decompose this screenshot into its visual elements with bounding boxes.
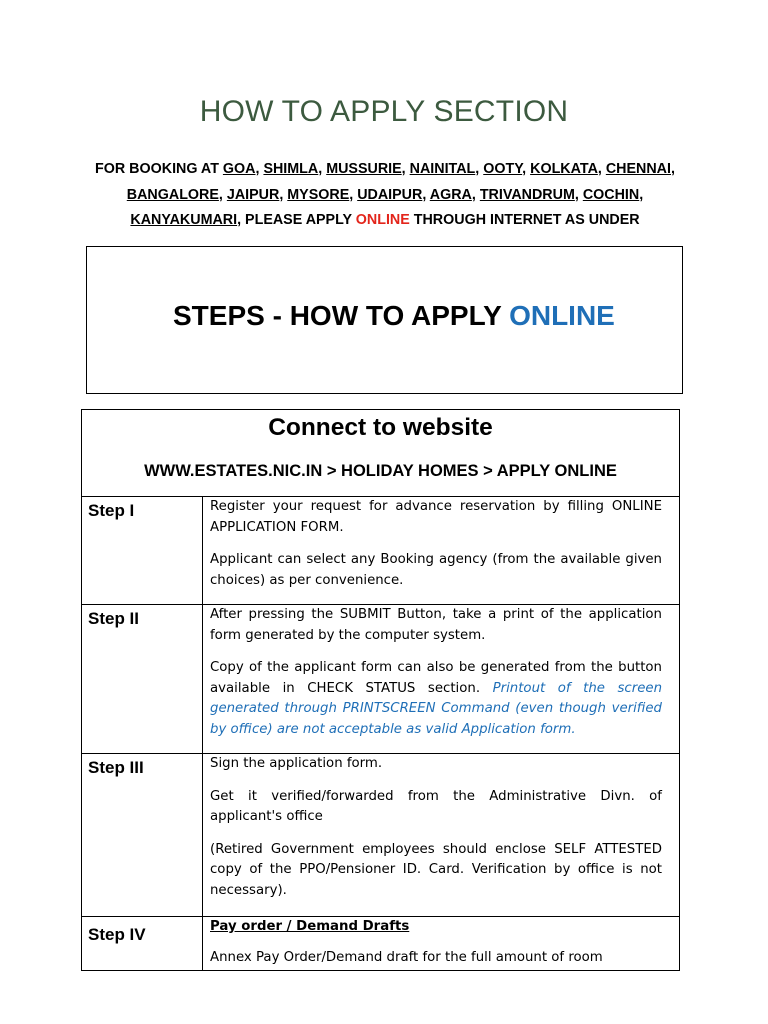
intro-online: ONLINE bbox=[355, 212, 410, 228]
step-text: Annex Pay Order/Demand draft for the full amount of room bbox=[210, 949, 603, 965]
step-row bbox=[82, 605, 680, 754]
place-name: COCHIN bbox=[582, 186, 640, 203]
connect-title: Connect to website bbox=[268, 414, 493, 441]
step-label: Step III bbox=[82, 754, 203, 917]
connect-url-path: WWW.ESTATES.NIC.IN > HOLIDAY HOMES > APPLY ONLINE bbox=[144, 462, 617, 480]
place-name: MUSSURIE bbox=[326, 161, 402, 177]
place-name: KOLKATA bbox=[530, 161, 598, 177]
step-content bbox=[203, 605, 680, 754]
place-name: GOA bbox=[222, 161, 256, 177]
place-name: BANGALORE bbox=[126, 186, 219, 203]
place-name: NAINITAL bbox=[409, 161, 476, 177]
place-separator: , bbox=[401, 161, 410, 177]
step-text: Applicant can select any Booking agency (from the available given choices) as per convenience. bbox=[210, 552, 662, 588]
connect-row bbox=[82, 410, 680, 497]
step-content bbox=[203, 754, 680, 917]
place-name: JAIPUR bbox=[226, 186, 280, 203]
printscreen-note: Printout of the screen generated through PRINTSCREEN Command (even though verified by office) are not acceptable as valid Application form. bbox=[210, 680, 662, 737]
steps-heading-highlight: ONLINE bbox=[509, 300, 615, 331]
steps-heading-prefix: STEPS - HOW TO APPLY bbox=[173, 300, 510, 331]
place-name: AGRA bbox=[429, 186, 472, 203]
step-content bbox=[203, 497, 680, 605]
place-separator: , bbox=[471, 186, 480, 203]
step-label: Step II bbox=[82, 605, 203, 754]
step-label: Step I bbox=[82, 497, 203, 605]
place-separator: , bbox=[574, 186, 583, 203]
steps-table bbox=[81, 409, 680, 971]
step-label: Step IV bbox=[82, 917, 203, 971]
step-row bbox=[82, 754, 680, 917]
step-text: Sign the application form. bbox=[210, 756, 383, 771]
place-separator: , bbox=[475, 161, 484, 177]
place-name: OOTY bbox=[483, 161, 523, 177]
place-name: MYSORE bbox=[287, 186, 350, 203]
step-text: After pressing the SUBMIT Button, take a print of the application form generated by the computer system. bbox=[210, 607, 662, 643]
intro-suffix: THROUGH INTERNET AS UNDER bbox=[409, 212, 640, 228]
step-text: Register your request for advance reservation by filling ONLINE APPLICATION FORM. bbox=[210, 499, 662, 535]
place-separator: , bbox=[670, 161, 675, 177]
place-separator: , bbox=[422, 186, 430, 203]
place-separator: , bbox=[349, 186, 358, 203]
place-separator: , bbox=[639, 186, 644, 203]
place-separator: , bbox=[279, 186, 288, 203]
steps-heading-box bbox=[86, 246, 683, 394]
step-text-part: Copy of the applicant form can also be generated from the button available in CHECK STATUS section. bbox=[210, 660, 662, 696]
step-text bbox=[210, 658, 662, 740]
place-name: SHIMLA bbox=[263, 161, 319, 177]
step-row bbox=[82, 497, 680, 605]
place-name: UDAIPUR bbox=[357, 186, 423, 203]
place-name: CHENNAI bbox=[605, 161, 671, 177]
connect-cell bbox=[82, 410, 680, 497]
place-separator: , bbox=[255, 161, 264, 177]
step-content bbox=[203, 917, 680, 971]
place-separator: , bbox=[522, 161, 531, 177]
step-text: Get it verified/forwarded from the Administrative Divn. of applicant's office bbox=[210, 788, 662, 824]
step-text: (Retired Government employees should enclose SELF ATTESTED copy of the PPO/Pensioner ID. Card. Verification by office is not necessary). bbox=[210, 841, 662, 898]
pay-order-heading: Pay order / Demand Drafts bbox=[210, 919, 410, 934]
intro-middle: , PLEASE APPLY bbox=[237, 212, 356, 228]
intro-prefix: FOR BOOKING AT bbox=[95, 161, 223, 177]
step-row bbox=[82, 917, 680, 971]
place-name: TRIVANDRUM bbox=[479, 186, 575, 203]
steps-heading bbox=[173, 300, 615, 332]
place-separator: , bbox=[218, 186, 227, 203]
place-separator: , bbox=[597, 161, 606, 177]
place-separator: , bbox=[318, 161, 327, 177]
page-title: HOW TO APPLY SECTION bbox=[199, 95, 569, 128]
intro-paragraph bbox=[80, 157, 690, 234]
place-name: KANYAKUMARI bbox=[130, 212, 238, 228]
